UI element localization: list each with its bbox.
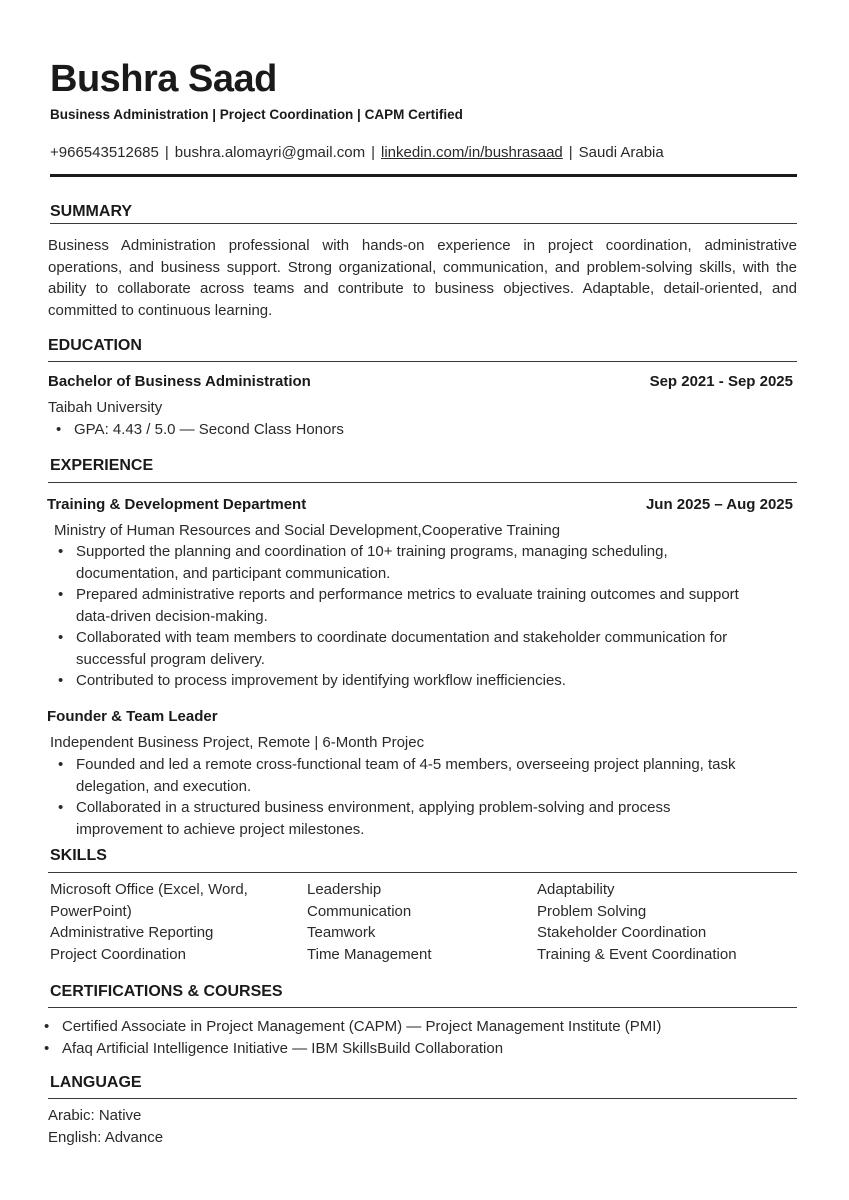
education-bullets xyxy=(48,419,788,441)
skills-column-1 xyxy=(50,879,290,965)
linkedin-link[interactable]: linkedin.com/in/bushrasaad xyxy=(380,144,563,161)
language-heading: LANGUAGE xyxy=(50,1074,142,1091)
email-address: bushra.alomayri@gmail.com xyxy=(174,144,366,161)
school-name: Taibah University xyxy=(48,399,163,416)
skill-item: Adaptability xyxy=(537,881,615,898)
job-dates: Jun 2025 – Aug 2025 xyxy=(645,496,793,513)
experience-divider xyxy=(48,482,797,483)
skill-item: Administrative Reporting xyxy=(50,924,214,941)
job-bullets xyxy=(48,754,753,840)
skills-column-2 xyxy=(307,879,527,965)
skills-heading: SKILLS xyxy=(50,847,107,864)
skills-divider xyxy=(48,872,797,873)
language-item: English: Advance xyxy=(48,1129,164,1146)
contact-separator: | xyxy=(371,144,375,161)
header-divider xyxy=(50,174,797,177)
language-item: Arabic: Native xyxy=(48,1107,142,1124)
tagline: Business Administration | Project Coordination | CAPM Certified xyxy=(50,107,463,122)
list-item: • Certified Associate in Project Management (CAPM) — Project Management Institute (PMI) xyxy=(36,1016,796,1038)
experience-heading: EXPERIENCE xyxy=(50,457,154,474)
contact-separator: | xyxy=(164,144,169,161)
contact-separator: | xyxy=(568,144,573,161)
skill-item: Time Management xyxy=(307,945,432,963)
summary-divider xyxy=(50,223,797,224)
degree-title: Bachelor of Business Administration xyxy=(48,373,311,390)
skill-item: Project Coordination xyxy=(50,945,186,963)
skill-item: Communication xyxy=(307,902,412,920)
skill-item: Teamwork xyxy=(307,924,376,941)
job-title: Founder & Team Leader xyxy=(47,708,218,725)
list-item: • Collaborated in a structured business environment, applying problem-solving and process improvement to achieve project milestones. xyxy=(48,797,753,840)
list-item: • Collaborated with team members to coordinate documentation and stakeholder communication for successful program delivery. xyxy=(48,627,753,670)
skill-item: Problem Solving xyxy=(537,902,647,920)
education-divider xyxy=(48,361,797,362)
certifications-divider xyxy=(48,1007,797,1008)
skill-item: Stakeholder Coordination xyxy=(537,924,707,941)
skills-column-3 xyxy=(537,879,797,965)
job-bullets xyxy=(48,541,753,692)
skill-item: Leadership xyxy=(307,881,382,898)
list-item: • Supported the planning and coordination of 10+ training programs, managing scheduling, documentation, and participant communication. xyxy=(48,541,753,584)
job-title: Training & Development Department xyxy=(47,496,307,513)
education-dates: Sep 2021 - Sep 2025 xyxy=(649,373,793,390)
skill-item: Training & Event Coordination xyxy=(537,945,737,963)
language-divider xyxy=(48,1098,797,1099)
contact-line xyxy=(50,143,664,163)
certifications-list xyxy=(36,1016,796,1059)
certifications-heading: CERTIFICATIONS & COURSES xyxy=(50,983,283,1000)
summary-heading: SUMMARY xyxy=(50,203,133,220)
education-heading: EDUCATION xyxy=(48,337,142,354)
list-item: • Contributed to process improvement by identifying workflow inefficiencies. xyxy=(48,670,753,692)
list-item: • GPA: 4.43 / 5.0 — Second Class Honors xyxy=(48,419,788,441)
phone-number: +966543512685 xyxy=(50,144,159,161)
summary-text: Business Administration professional with hands-on experience in project coordination, administrative operations, and business support. Strong organizational, communication, and problem-solving skills, with the ability to collaborate across teams and contribute to business objectives. Adaptable, detail-oriented, and committed to continuous learning. xyxy=(48,237,797,319)
list-item: • Afaq Artificial Intelligence Initiative — IBM SkillsBuild Collaboration xyxy=(36,1038,796,1060)
location: Saudi Arabia xyxy=(578,144,664,161)
list-item: • Founded and led a remote cross-functional team of 4-5 members, overseeing project planning, task delegation, and execution. xyxy=(48,754,753,797)
skill-item: Microsoft Office (Excel, Word, PowerPoint) xyxy=(50,881,248,920)
candidate-name: Bushra Saad xyxy=(50,58,277,100)
job-organization: Independent Business Project, Remote | 6-Month Projec xyxy=(50,734,425,751)
job-organization: Ministry of Human Resources and Social Development,Cooperative Training xyxy=(54,522,561,539)
list-item: • Prepared administrative reports and performance metrics to evaluate training outcomes and support data-driven decision-making. xyxy=(48,584,753,627)
